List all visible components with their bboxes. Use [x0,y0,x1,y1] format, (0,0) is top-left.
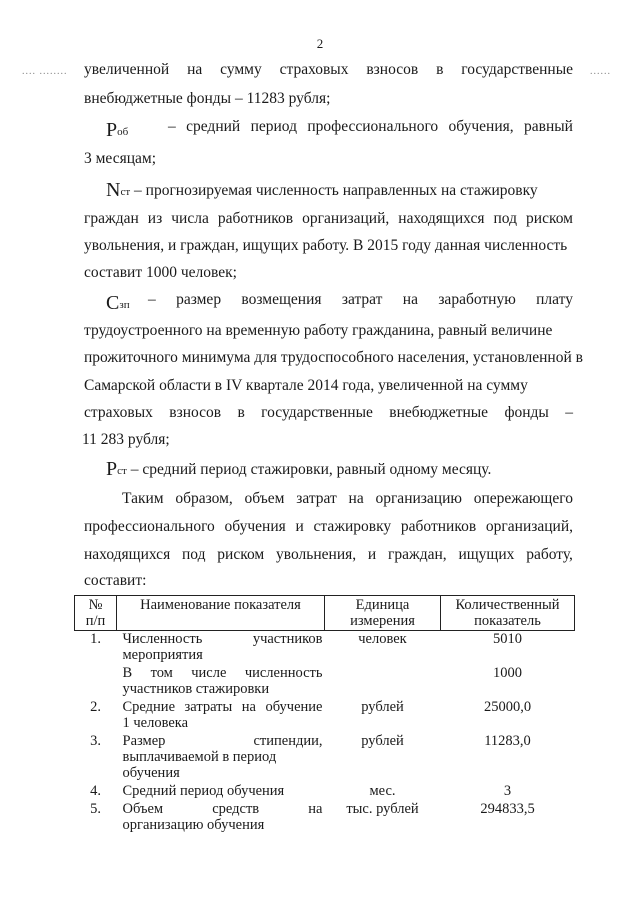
table-body [75,631,575,836]
cell-name-line: Средние затраты на обучение [122,699,323,715]
n-st-line-4: составит 1000 человек; [84,264,237,281]
n-st-line-3: увольнения, и граждан, ищущих работу. В 2015 году данная численность [84,237,568,254]
cell-name-line: Численность участников [122,631,323,647]
word: сумму [220,61,262,78]
word: организацию [375,490,462,507]
cell-qty: 11283,0 [484,733,531,749]
cell-qty: 1000 [493,665,522,681]
header-line: Единица [355,597,410,613]
header-num [75,596,117,631]
word: и [367,546,377,563]
cell-name [117,733,325,783]
word: возмещения [241,291,322,308]
word: граждан [84,210,139,227]
cell-name-line: участников стажировки [122,681,270,697]
word: средний [186,118,241,135]
cell-num: 3. [90,733,101,749]
word: находящихся [84,546,171,563]
cell-name-line: Средний период обучения [122,783,285,799]
word: стажировку [313,518,392,535]
cell-name-line: 1 человека [122,715,189,731]
cell-unit: мес. [369,783,396,799]
cell-name-line: обучения [122,765,180,781]
n-st-symbol: Nст [106,179,131,201]
word: на [348,490,364,507]
cell-qty: 25000,0 [483,699,532,715]
cell-name-line: организацию обучения [122,817,265,833]
costs-table [74,595,575,835]
n-st-line-2 [84,210,573,228]
scan-artifact-left: .... ........ [22,66,68,77]
word: плату [536,291,573,308]
word: объем [244,490,285,507]
p-st-symbol: Рст [106,458,127,480]
word: период [250,118,297,135]
word: работу, [526,546,573,563]
p-ob-line-1 [106,118,573,141]
cell-num: 2. [90,699,101,715]
word: образом, [175,490,233,507]
cell-unit: человек [358,631,407,647]
header-line: № [88,597,103,613]
cell-name-line: В том числе численность [122,665,323,681]
word: фонды [504,404,549,421]
table-row [75,801,575,835]
summary-line-2 [84,518,573,536]
header-unit [325,596,441,631]
cell-name-line: Объем средств на [122,801,323,817]
table-header-row [75,596,575,631]
cell-num: 1. [90,631,101,647]
word: риском [526,210,573,227]
summary-line-4: составит: [84,572,147,589]
summary-line-3 [84,546,573,564]
table-row [75,733,575,783]
c-zp-line-1 [106,291,573,314]
header-line: измерения [350,613,415,629]
cell-qty: 3 [503,783,512,799]
n-st-line-1: Nст – прогнозируемая численность направленных на стажировку [106,179,538,201]
word: внебюджетные [389,404,489,421]
table-row [75,699,575,733]
cell-unit: рублей [361,733,404,749]
header-line: показатель [474,613,541,629]
word: увеличенной [84,61,170,78]
word: равный [524,118,573,135]
c-zp-line-5 [84,404,573,422]
cell-num: 5. [90,801,101,817]
word: под [182,546,206,563]
word: страховых [279,61,349,78]
header-line: п/п [85,613,106,629]
continuation-line-2: внебюджетные фонды – 11283 рубля; [84,90,331,107]
table-row [75,631,575,666]
word: и [295,518,304,535]
word: опережающего [473,490,573,507]
c-zp-symbol: Сзп [106,292,130,314]
cell-name [117,631,325,666]
word: Таким [122,490,164,507]
word: в [237,404,245,421]
p-st-line: Рст – средний период стажировки, равный одному месяцу. [106,458,492,480]
p-ob-definition [168,118,573,141]
word: работников [217,210,294,227]
word: риском [217,546,265,563]
c-zp-definition [148,291,573,314]
c-zp-line-4: Самарской области в IV квартале 2014 года, увеличенной на сумму [84,377,528,394]
word: страховых [84,404,153,421]
cell-num [75,665,117,699]
word: под [493,210,518,227]
word: взносов [366,61,419,78]
word: обучения [224,518,286,535]
word: организаций, [485,518,573,535]
word: ищущих [458,546,515,563]
table-row [75,665,575,699]
cell-num: 4. [90,783,101,799]
word: увольнения, [276,546,357,563]
c-zp-line-3: прожиточного минимума для трудоспособного населения, установленной в [84,349,583,366]
cell-unit [325,665,441,699]
word: на [187,61,203,78]
word: – [148,291,156,308]
word: находящихся [398,210,485,227]
word: заработную [438,291,516,308]
table-row [75,783,575,801]
cell-name-line: выплачиваемой в период [122,749,277,765]
cell-unit: тыс. рублей [346,801,419,817]
word: в [436,61,444,78]
word: на [402,291,418,308]
word: профессионального [307,118,439,135]
word: работников [400,518,477,535]
word: профессионального [84,518,215,535]
word: граждан, [388,546,447,563]
word: государственные [261,404,373,421]
summary-line-1 [122,490,573,508]
word: – [168,118,176,135]
word: размер [176,291,222,308]
cell-name-line: Размер стипендии, [122,733,323,749]
scan-artifact-right: ...... [590,66,611,77]
word: из [147,210,163,227]
word: – [565,404,573,421]
word: государственные [461,61,573,78]
cell-name [117,665,325,699]
word: затрат [296,490,337,507]
word: организаций, [302,210,390,227]
word: числа [171,210,209,227]
word: обучения, [448,118,514,135]
header-qty [441,596,575,631]
header-name [117,596,325,631]
c-zp-line-2: трудоустроенного на временную работу гражданина, равный величине [84,322,553,339]
p-ob-symbol: Роб [106,119,129,141]
cell-name [117,801,325,835]
cell-unit: рублей [361,699,404,715]
continuation-line-1 [84,61,573,79]
header-line: Количественный [455,597,560,613]
cell-name [117,699,325,733]
cell-qty: 294833,5 [480,801,535,817]
word: взносов [169,404,222,421]
cell-name [117,783,325,801]
header-line: Наименование показателя [140,597,301,613]
word: затрат [341,291,383,308]
cell-name-line: мероприятия [122,647,203,663]
page-number: 2 [316,36,324,51]
c-zp-line-6: 11 283 рубля; [82,431,170,448]
cell-qty: 5010 [493,631,522,647]
p-ob-line-2: 3 месяцам; [84,150,156,167]
